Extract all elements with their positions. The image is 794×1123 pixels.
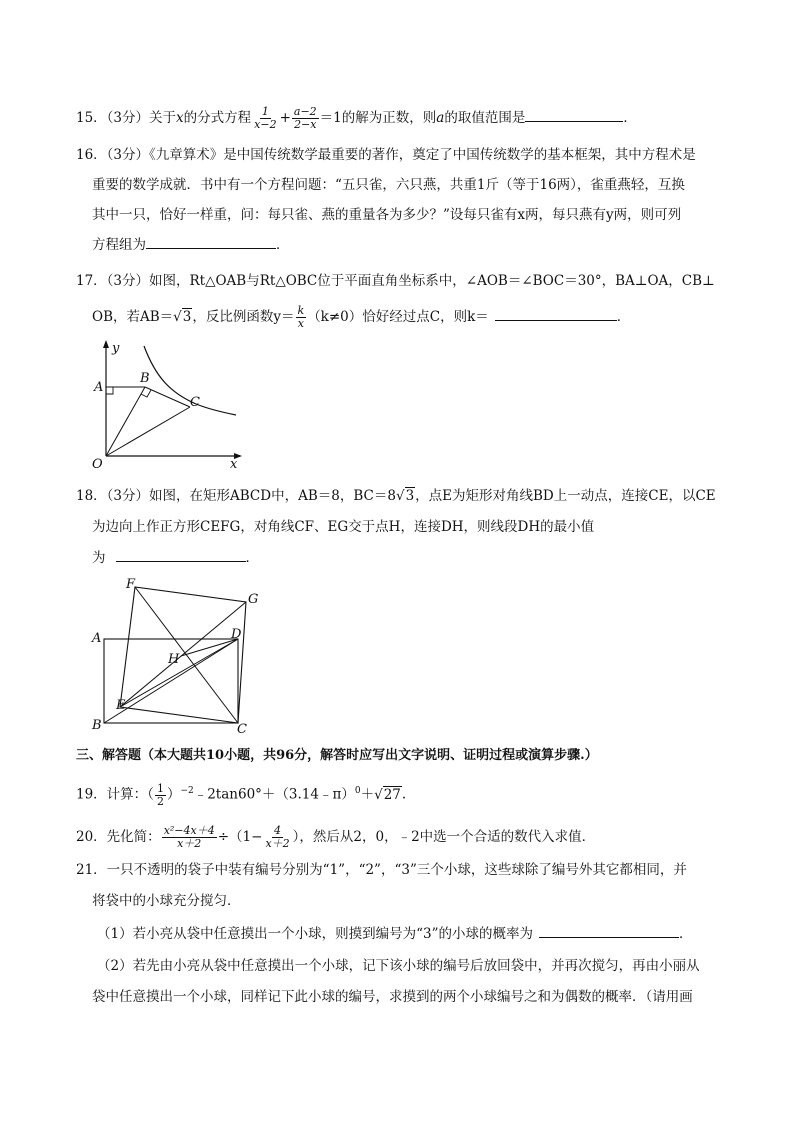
- q20-fraction-2: $\frac{4}{x+2}$: [265, 824, 290, 850]
- q17-fraction: $\frac{k}{x}$: [297, 304, 305, 330]
- q20-fraction-1: $\frac{\text{x²−4x＋4}}{x+2}$: [163, 824, 215, 850]
- q19-fraction: $\frac{1}{2}$: [156, 781, 164, 808]
- q15-fraction-2: $\frac{a-2}{2-x}$: [293, 105, 317, 131]
- q15-text-3: 的取值范围是: [444, 110, 526, 126]
- q17-figure: [86, 338, 256, 473]
- fig18-label-g: G: [248, 592, 259, 607]
- q21-answer-blank[interactable]: [539, 925, 679, 938]
- section-3-title: 三、解答题（本大题共10小题，共96分，解答时应写出文字说明、证明过程或演算步骤.）: [76, 748, 598, 763]
- fig17-label-b: B: [140, 371, 150, 386]
- question-20: 20．先化简： $\frac{\text{x²−4x＋4}}{x+2}$ ÷（1− $\frac{4}{x+2}$ ），然后从2，0，﹣2中选一个合适的数代入求值．: [76, 824, 596, 850]
- q15-text-2: ＝1的解为正数，则: [319, 110, 437, 126]
- q15-prefix: 15．（3分）关于: [76, 110, 177, 126]
- fig18-label-b: B: [92, 718, 102, 733]
- fig17-label-o: O: [92, 457, 103, 472]
- q15-answer-blank[interactable]: [525, 109, 623, 122]
- q16-line-3: 其中一只，恰好一样重，问：每只雀、燕的重量各为多少？”设每只雀有x两，每只燕有y两，则可列: [92, 207, 682, 223]
- q21-sub-1: （1）若小亮从袋中任意摸出一个小球，则摸到编号为“3”的小球的概率为 ．: [97, 926, 693, 942]
- question-15: 15．（3分）关于x的分式方程 $\frac{1}{x-2}$ + $\frac{a-2}{2-x}$ ＝1的解为正数，则a的取值范围是 ．: [76, 105, 637, 131]
- q21-sub-2-line-2: 袋中任意摸出一个小球，同样记下此小球的编号，求摸到的两个小球编号之和为偶数的概率．（请用画: [92, 989, 693, 1005]
- fig18-label-f: F: [126, 577, 136, 592]
- question-19: 19．计算：（ $\frac{1}{2}$ ）$^{-2}$﹣2tan60°＋（3.14﹣π）$^0$＋√27.: [76, 781, 407, 808]
- q21-line-2: 将袋中的小球充分搅匀．: [92, 893, 241, 909]
- q15-fraction-1: $\frac{1}{x-2}$: [254, 105, 277, 131]
- fig17-label-c: C: [190, 395, 200, 410]
- q18-answer-blank[interactable]: [116, 549, 246, 562]
- q17-line-2: OB，若AB＝√3，反比例函数y＝ $\frac{k}{x}$ （k≠0）恰好经过点C，则k＝ ．: [92, 304, 631, 330]
- q21-line-1: 21．一只不透明的袋子中装有编号分别为“1”，“2”，“3”三个小球，这些球除了编号外其它都相同，并: [76, 862, 687, 878]
- q21-sub-2-line-1: （2）若先由小亮从袋中任意摸出一个小球，记下该小球的编号后放回袋中，并再次搅匀，再由小丽从: [97, 958, 700, 974]
- q18-line-1: 18．（3分）如图，在矩形ABCD中，AB＝8，BC＝8√3，点E为矩形对角线BD上一动点，连接CE，以CE: [76, 488, 716, 504]
- sqrt-symbol: √3: [395, 488, 415, 504]
- q18-line-2: 为边向上作正方形CEFG，对角线CF、EG交于点H，连接DH，则线段DH的最小值: [92, 519, 595, 535]
- q16-line-4: 方程组为 ．: [92, 237, 290, 253]
- fig18-label-e: E: [116, 698, 126, 713]
- q17-answer-blank[interactable]: [495, 308, 617, 321]
- q15-var: x: [176, 110, 184, 126]
- fig17-label-y: y: [112, 341, 120, 356]
- fig18-label-a: A: [92, 631, 102, 646]
- fig18-label-c: C: [237, 722, 247, 736]
- fig18-label-d: D: [231, 627, 242, 642]
- fig17-label-x: x: [230, 457, 238, 472]
- q16-answer-blank[interactable]: [146, 236, 276, 249]
- q15-text: 的分式方程: [183, 110, 252, 126]
- q18-figure: [88, 576, 268, 736]
- q16-line-2: 重要的数学成就．书中有一个方程问题：“五只雀，六只燕，共重1斤（等于16两），雀重燕轻，互换: [92, 177, 685, 193]
- fig17-label-a: A: [94, 380, 104, 395]
- fig18-label-h: H: [168, 652, 180, 667]
- q16-line-1: 16．（3分）《九章算术》是中国传统数学最重要的著作，奠定了中国传统数学的基本框架，其中方程术是: [76, 147, 696, 163]
- q17-line-1: 17．（3分）如图，Rt△OAB与Rt△OBC位于平面直角坐标系中，∠AOB＝∠BOC＝30°，BA⊥OA，CB⊥: [76, 273, 715, 289]
- sqrt-symbol: √27: [374, 786, 401, 803]
- q18-line-3: 为 ．: [92, 550, 259, 566]
- sqrt-symbol: √3: [173, 309, 192, 325]
